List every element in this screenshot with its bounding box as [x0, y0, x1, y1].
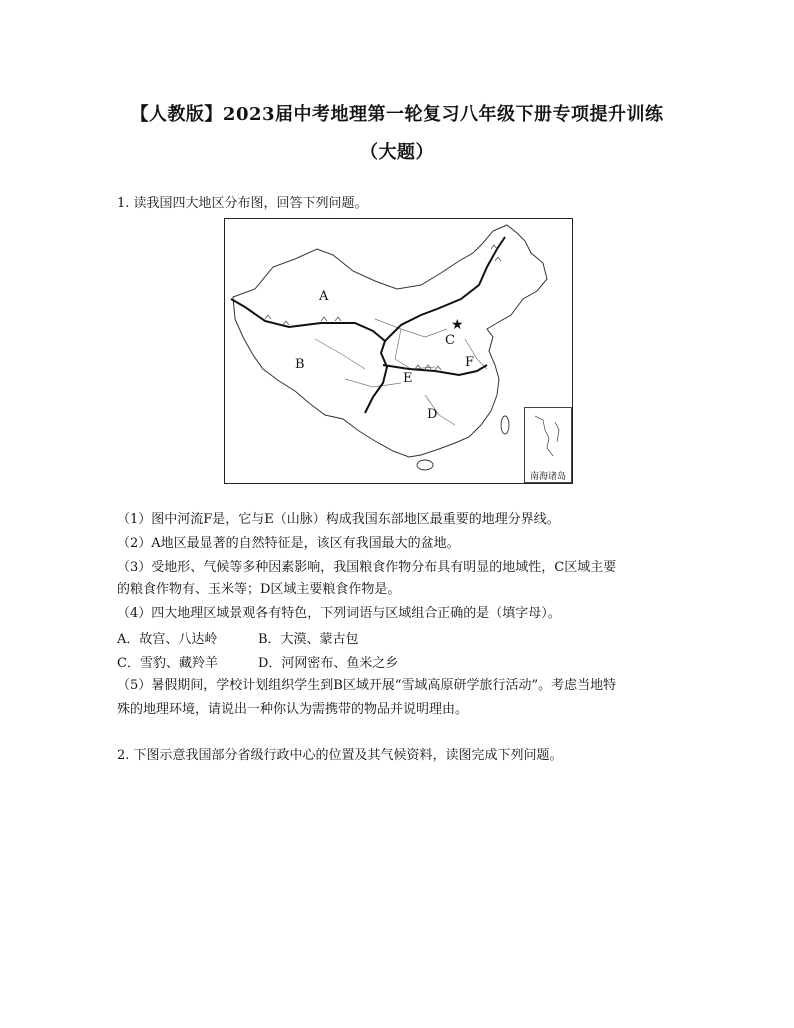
option-C: C．雪豹、藏羚羊: [117, 656, 218, 671]
option-A: A．故宫、八达岭: [117, 632, 218, 647]
document-title-line2: （大题）: [360, 142, 434, 163]
document-title-line1: 【人教版】2023届中考地理第一轮复习八年级下册专项提升训练: [130, 104, 664, 125]
subquestion-3-line1: （3）受地形、气候等多种因素影响，我国粮食作物分布具有明显的地域性，C区域主要: [117, 560, 617, 575]
mountain-ticks: [265, 245, 501, 370]
subquestion-4: （4）四大地理区域景观各有特色，下列词语与区域组合正确的是（填字母）。: [117, 606, 561, 621]
region-label-C: C: [445, 333, 455, 348]
south-china-sea-inset: [524, 407, 572, 483]
subquestion-2: （2）A地区最显著的自然特征是，该区有我国最大的盆地。: [117, 536, 460, 551]
taiwan-island: [501, 416, 509, 434]
question-2-stem: 2. 下图示意我国部分省级行政中心的位置及其气候资料，读图完成下列问题。: [117, 748, 563, 763]
subquestion-3-line2: 的粮食作物有、玉米等；D区域主要粮食作物是。: [117, 582, 401, 597]
region-label-B: B: [295, 357, 305, 372]
region-label-D: D: [427, 407, 438, 422]
option-B: B．大漠、蒙古包: [258, 632, 359, 647]
region-label-A: A: [319, 289, 329, 304]
map-drawing: [225, 219, 574, 485]
option-D: D．河网密布、鱼米之乡: [258, 656, 399, 671]
boundary-line-west: [365, 341, 387, 413]
inset-caption: 南海诸岛: [529, 472, 566, 482]
subquestion-5-line2: 殊的地理环境，请说出一种你认为需携带的物品并说明理由。: [117, 702, 469, 717]
river-label-F: F: [465, 355, 475, 370]
question-1-stem: 1. 读我国四大地区分布图，回答下列问题。: [117, 196, 368, 211]
capital-star-icon: ★: [451, 317, 464, 333]
mountain-label-E: E: [403, 371, 413, 386]
subquestion-1: （1）图中河流F是，它与E（山脉）构成我国东部地区最重要的地理分界线。: [117, 512, 560, 527]
boundary-line-north: [231, 237, 505, 341]
subquestion-5-line1: （5）暑假期间，学校计划组织学生到B区域开展“雪域高原研学旅行活动”。考虑当地特: [117, 678, 617, 693]
hainan-island: [417, 460, 433, 470]
province-lines: [315, 319, 487, 425]
china-regions-map: [224, 218, 573, 484]
